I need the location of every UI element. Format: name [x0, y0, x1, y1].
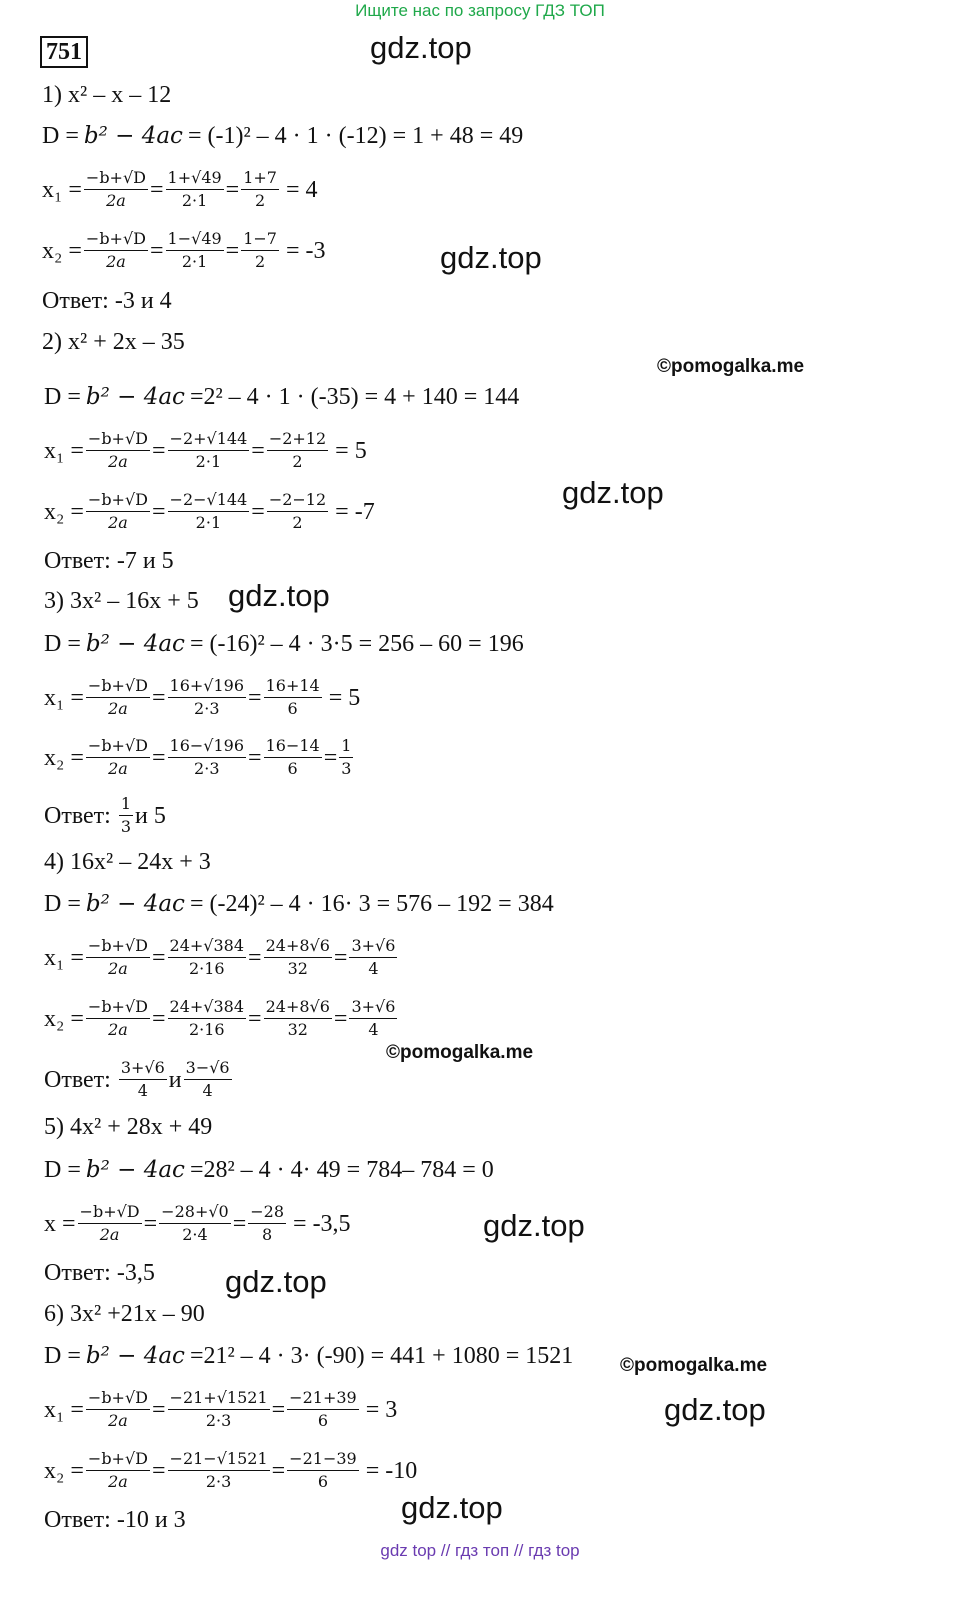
part-5-answer: Ответ: -3,5 — [44, 1260, 155, 1286]
part-5-discriminant: D = b² − 4ac =28² – 4 · 4· 49 = 784– 784 = 0 — [44, 1157, 494, 1183]
problem-number: 751 — [40, 36, 88, 68]
watermark-gdz: gdz.top — [401, 1490, 503, 1525]
part-4-discriminant: D = b² − 4ac = (-24)² – 4 · 16· 3 = 576 – 192 = 384 — [44, 891, 554, 917]
watermark-pomogalka: ©pomogalka.me — [620, 1355, 768, 1376]
footer-link[interactable]: гдз топ — [455, 1541, 510, 1560]
part-4-heading: 4) 16x² – 24x + 3 — [44, 849, 211, 875]
part-2-heading: 2) x² + 2x – 35 — [42, 329, 185, 355]
part-2-discriminant: D = b² − 4ac =2² – 4 · 1 · (-35) = 4 + 140 = 144 — [44, 384, 520, 410]
part-4-x1: x₁ = $\frac{-b+√D}{2a}$ = $\frac{24+√384}{2\cdot 16}$ = $\frac{24+8√6}{32}$ = $\frac{3+√6}{4}$ — [44, 936, 396, 978]
part-6-x2: x₂ = $\frac{-b+√D}{2a}$ = $\frac{-21-√1521}{2\cdot 3}$ = $\frac{-21-39}{6}$ = -10 — [44, 1449, 418, 1491]
footer-links — [0, 1541, 960, 1561]
watermark-gdz: gdz.top — [440, 240, 542, 275]
watermark-pomogalka: ©pomogalka.me — [657, 356, 805, 377]
part-1-x1: x₁ = $\frac{-b+√D}{2a}$ = $\frac{1+√49}{2\cdot 1}$ = $\frac{1+7}{2}$ = 4 — [42, 168, 318, 210]
watermark-gdz: gdz.top — [228, 578, 330, 613]
footer-separator: // — [513, 1541, 524, 1560]
part-6-x1: x₁ = $\frac{-b+√D}{2a}$ = $\frac{-21+√1521}{2\cdot 3}$ = $\frac{-21+39}{6}$ = 3 — [44, 1388, 398, 1430]
part-4-x2: x₂ = $\frac{-b+√D}{2a}$ = $\frac{24+√384}{2\cdot 16}$ = $\frac{24+8√6}{32}$ = $\frac{3+√6}{4}$ — [44, 997, 396, 1039]
footer-link[interactable]: гдз top — [528, 1541, 580, 1560]
part-3-x2: x₂ = $\frac{-b+√D}{2a}$ = $\frac{16-√196}{2\cdot 3}$ = $\frac{16-14}{6}$ = $\frac{1}{3}$ — [44, 736, 352, 778]
watermark-gdz: gdz.top — [562, 475, 664, 510]
part-1-heading: 1) x² – x – 12 — [42, 82, 172, 108]
part-5-x: x = $\frac{-b+√D}{2a}$ = $\frac{-28+√0}{2\cdot 4}$ = $\frac{-28}{8}$ = -3,5 — [44, 1202, 351, 1244]
footer-separator: // — [440, 1541, 451, 1560]
part-3-answer: Ответ: $\frac{1}{3}$ и 5 — [44, 794, 166, 836]
part-6-heading: 6) 3x² +21x – 90 — [44, 1301, 205, 1327]
footer-link[interactable]: gdz top — [380, 1541, 437, 1560]
part-2-x2: x₂ = $\frac{-b+√D}{2a}$ = $\frac{-2-√144}{2\cdot 1}$ = $\frac{-2-12}{2}$ = -7 — [44, 490, 375, 532]
part-1-discriminant: D = b² − 4ac = (-1)² – 4 · 1 · (-12) = 1 + 48 = 49 — [42, 123, 524, 149]
part-6-discriminant: D = b² − 4ac =21² – 4 · 3· (-90) = 441 + 1080 = 1521 — [44, 1343, 574, 1369]
part-2-answer: Ответ: -7 и 5 — [44, 548, 174, 574]
watermark-gdz: gdz.top — [664, 1392, 766, 1427]
part-6-answer: Ответ: -10 и 3 — [44, 1507, 186, 1533]
part-1-x2: x₂ = $\frac{-b+√D}{2a}$ = $\frac{1-√49}{2\cdot 1}$ = $\frac{1-7}{2}$ = -3 — [42, 229, 326, 271]
watermark-pomogalka: ©pomogalka.me — [386, 1042, 534, 1063]
watermark-gdz: gdz.top — [370, 30, 472, 65]
watermark-gdz: gdz.top — [483, 1208, 585, 1243]
part-3-heading: 3) 3x² – 16x + 5 — [44, 588, 199, 614]
part-1-answer: Ответ: -3 и 4 — [42, 288, 172, 314]
part-4-answer: Ответ: $\frac{3+√6}{4}$ и $\frac{3-√6}{4}$ — [44, 1058, 230, 1100]
search-hint-banner: Ищите нас по запросу ГДЗ ТОП — [355, 1, 605, 20]
part-3-x1: x₁ = $\frac{-b+√D}{2a}$ = $\frac{16+√196}{2\cdot 3}$ = $\frac{16+14}{6}$ = 5 — [44, 676, 361, 718]
part-5-heading: 5) 4x² + 28x + 49 — [44, 1114, 213, 1140]
part-3-discriminant: D = b² − 4ac = (-16)² – 4 · 3·5 = 256 – 60 = 196 — [44, 631, 524, 657]
watermark-gdz: gdz.top — [225, 1264, 327, 1299]
part-2-x1: x₁ = $\frac{-b+√D}{2a}$ = $\frac{-2+√144}{2\cdot 1}$ = $\frac{-2+12}{2}$ = 5 — [44, 429, 367, 471]
